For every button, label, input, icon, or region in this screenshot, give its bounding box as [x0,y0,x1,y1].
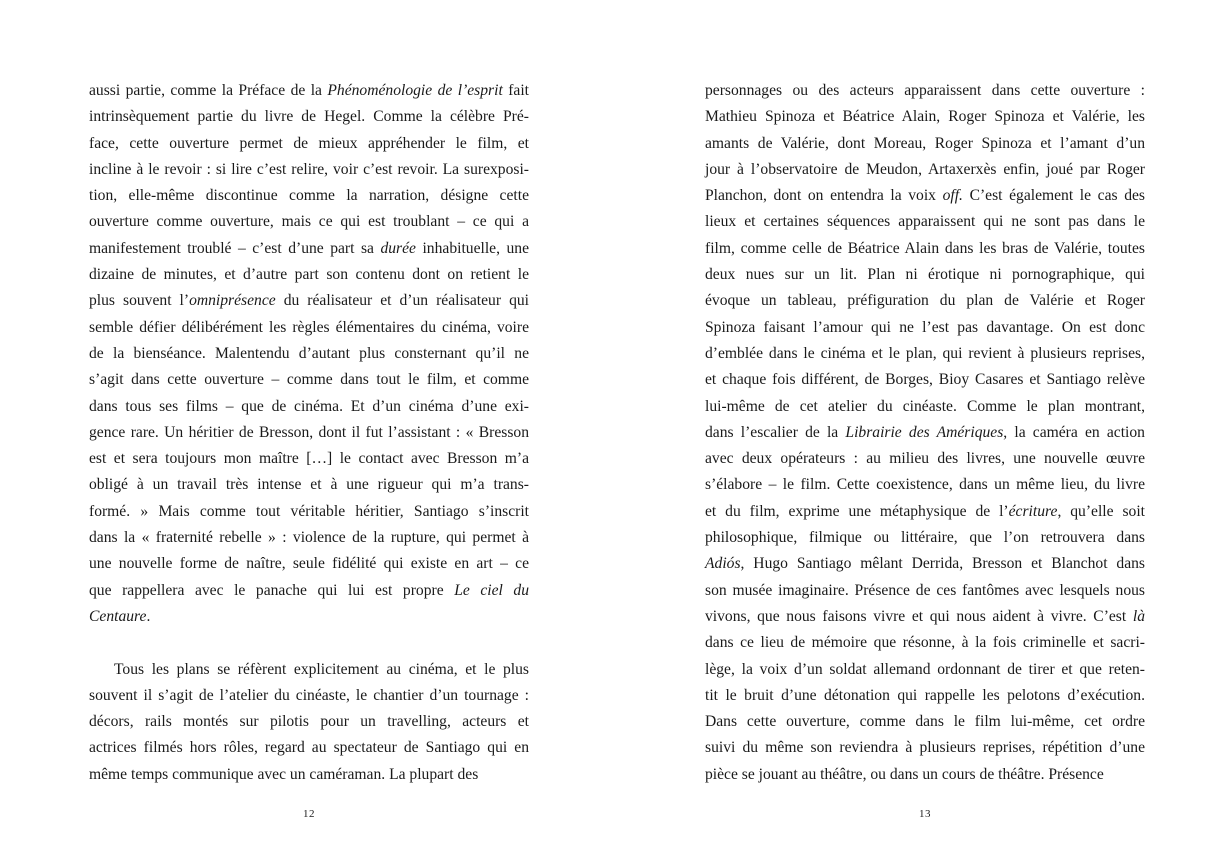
text-run: deux nues sur un lit. Plan ni érotique ni pornographique, qui [705,266,1145,284]
text-run: , la caméra en action [1003,423,1145,441]
text-run: face, cette ouverture permet de mieux appréhender le film, et [89,134,529,152]
text-line [705,157,1145,183]
text-run: dans la « fraternité rebelle » : violence de la rupture, qui permet à [89,529,529,547]
text-run: lège, la voix d’un soldat allemand ordonnant de tirer et que reten- [705,660,1145,678]
text-run: et chaque fois différent, de Borges, Bioy Casares et Santiago relève [705,371,1145,389]
text-line [89,236,529,262]
text-run: et du film, exprime une métaphysique de l’ [705,502,1009,520]
paragraph [705,78,1145,788]
text-run: jour à l’observatoire de Meudon, Artaxerxès enfin, joué par Roger [705,160,1145,178]
text-line [89,262,529,288]
text-line [705,762,1145,788]
text-run: . [146,607,151,625]
text-run: gence rare. Un héritier de Bresson, dont il fut l’assistant : « Bresson [89,423,529,441]
text-line [89,315,529,341]
text-run: avec deux opérateurs : au milieu des livres, une nouvelle œuvre [705,450,1145,468]
text-run: inhabituelle, une [415,239,529,257]
text-run: dans l’escalier de la [705,423,846,441]
text-line [705,525,1145,551]
text-run: incline à le revoir : si lire c’est relire, voir c’est revoir. La surexposi- [89,160,529,178]
text-run: dans ce lieu de mémoire que résonne, à la fois criminelle et sacri- [705,634,1145,652]
text-run: d’emblée dans le cinéma et le plan, qui revient à plusieurs reprises, [705,344,1145,362]
text-line [89,499,529,525]
text-run: obligé à un travail très intense et à une rigueur qui m’a trans- [89,476,529,494]
text-line [705,367,1145,393]
text-run: amants de Valérie, dont Moreau, Roger Spinoza et l’amant d’un [705,134,1145,152]
text-run: du réalisateur et d’un réalisateur qui [275,292,529,310]
text-line [705,657,1145,683]
text-run: son musée imaginaire. Présence de ces fantômes avec lesquels nous [705,581,1145,599]
text-line [89,657,529,683]
paragraph [89,657,529,788]
right-page [616,0,1232,866]
text-run: actrices filmés hors rôles, regard au spectateur de Santiago qui en [89,739,529,757]
text-line [89,209,529,235]
text-run: évoque un tableau, préfiguration du plan de Valérie et Roger [705,292,1145,310]
text-line [89,762,529,788]
text-run: décors, rails montés sur pilotis pour un travelling, acteurs et [89,713,529,731]
text-line [89,367,529,393]
text-run: Planchon, dont on entendra la voix [705,187,943,205]
text-line [705,683,1145,709]
text-line [705,420,1145,446]
text-line [89,78,529,104]
text-run: film, comme celle de Béatrice Alain dans les bras de Valérie, toutes [705,239,1145,257]
text-line [705,446,1145,472]
paragraph [89,78,529,630]
right-page-text [705,78,1145,788]
text-line [89,157,529,183]
text-line [89,709,529,735]
text-run: ouverture comme ouverture, mais ce qui est troublant – ce qui a [89,213,529,231]
text-run: même temps communique avec un caméraman. La plupart des [89,765,479,783]
italic-text: Le ciel du [454,581,530,599]
italic-text: Centaure [89,607,147,625]
text-run: est et sera toujours mon maître […] le contact avec Bresson m’a [89,450,529,468]
left-page-text [89,78,529,788]
italic-text: off. [942,187,963,205]
text-line [89,341,529,367]
text-run: tit le bruit d’une détonation qui rappelle les pelotons d’exécution. [705,686,1145,704]
text-run: s’agit dans cette ouverture – comme dans tout le film, et comme [89,371,529,389]
text-run: fait [502,82,529,99]
text-line [705,709,1145,735]
text-run: formé. » Mais comme tout véritable héritier, Santiago s’inscrit [89,502,529,520]
text-run: pièce se jouant au théâtre, ou dans un cours de théâtre. Présence [705,765,1104,783]
text-line [705,341,1145,367]
italic-text: là [1132,607,1145,625]
text-line [705,131,1145,157]
text-run: aussi partie, comme la Préface de la [89,82,328,99]
text-line [89,578,529,604]
text-run: de la bienséance. Malentendu d’autant plus consternant qu’il ne [89,344,529,362]
right-page-number: 13 [919,808,931,820]
text-run: , Hugo Santiago mêlant Derrida, Bresson et Blanchot dans [740,555,1145,573]
text-line [705,472,1145,498]
text-line [705,630,1145,656]
text-line [89,735,529,761]
text-line [89,446,529,472]
text-line [89,604,529,630]
text-run: suivi du même son reviendra à plusieurs reprises, répétition d’une [705,739,1145,757]
text-run: Spinoza faisant l’amour qui ne l’est pas davantage. On est donc [705,318,1145,336]
italic-text: Phénoménologie de l’esprit [327,82,503,99]
text-run: tion, elle-même discontinue comme la narration, désigne cette [89,187,529,205]
text-line [89,104,529,130]
text-run: une nouvelle forme de naître, seule fidélité qui existe en art – ce [89,555,529,573]
text-run: vivons, que nous faisons vivre et qui nous aident à vivre. C’est [705,607,1133,625]
text-run: Tous les plans se réfèrent explicitement au cinéma, et le plus [114,660,529,678]
italic-text: Adiós [705,555,741,573]
italic-text: écriture [1008,502,1058,520]
text-line [705,735,1145,761]
text-line [705,551,1145,577]
text-run: que rappellera avec le panache qui lui est propre [89,581,455,599]
italic-text: Librairie des Amériques [845,423,1004,441]
text-run: s’élabore – le film. Cette coexistence, dans un même lieu, du livre [705,476,1145,494]
text-line [705,499,1145,525]
text-run: , qu’elle soit [1057,502,1145,520]
text-line [705,183,1145,209]
text-line [89,472,529,498]
text-line [705,78,1145,104]
text-run: Dans cette ouverture, comme dans le film lui-même, cet ordre [705,713,1145,731]
text-line [705,104,1145,130]
italic-text: omniprésence [189,292,276,310]
text-run: Mathieu Spinoza et Béatrice Alain, Roger Spinoza et Valérie, les [705,108,1145,126]
text-run: semble défier délibérément les règles élémentaires du cinéma, voire [89,318,529,336]
text-line [89,420,529,446]
text-run: C’est également le cas des [962,187,1145,205]
text-run: intrinsèquement partie du livre de Hegel. Comme la célèbre Pré- [89,108,529,126]
text-line [705,262,1145,288]
text-line [89,525,529,551]
text-line [89,288,529,314]
text-run: dans tous ses films – que de cinéma. Et d’un cinéma d’une exi- [89,397,529,415]
text-line [705,394,1145,420]
text-line [89,131,529,157]
text-run: philosophique, filmique ou littéraire, que l’on retrouvera dans [705,529,1145,547]
text-line [705,604,1145,630]
text-line [705,315,1145,341]
italic-text: durée [380,239,416,257]
text-line [705,209,1145,235]
text-run: souvent il s’agit de l’atelier du cinéaste, le chantier d’un tournage : [89,686,529,704]
text-run: personnages ou des acteurs apparaissent dans cette ouverture : [705,82,1145,99]
text-line [89,183,529,209]
text-run: lieux et certaines séquences apparaissent qui ne sont pas dans le [705,213,1145,231]
text-line [89,683,529,709]
text-run: dizaine de minutes, et d’autre part son contenu dont on retient le [89,266,529,284]
text-run: plus souvent l’ [89,292,190,310]
text-line [89,551,529,577]
left-page-number: 12 [303,808,315,820]
text-line [705,288,1145,314]
paragraph-gap [89,630,529,656]
text-run: lui-même de cet atelier du cinéaste. Comme le plan montrant, [705,397,1145,415]
text-line [705,236,1145,262]
text-line [89,394,529,420]
text-run: manifestement troublé – c’est d’une part sa [89,239,381,257]
text-line [705,578,1145,604]
